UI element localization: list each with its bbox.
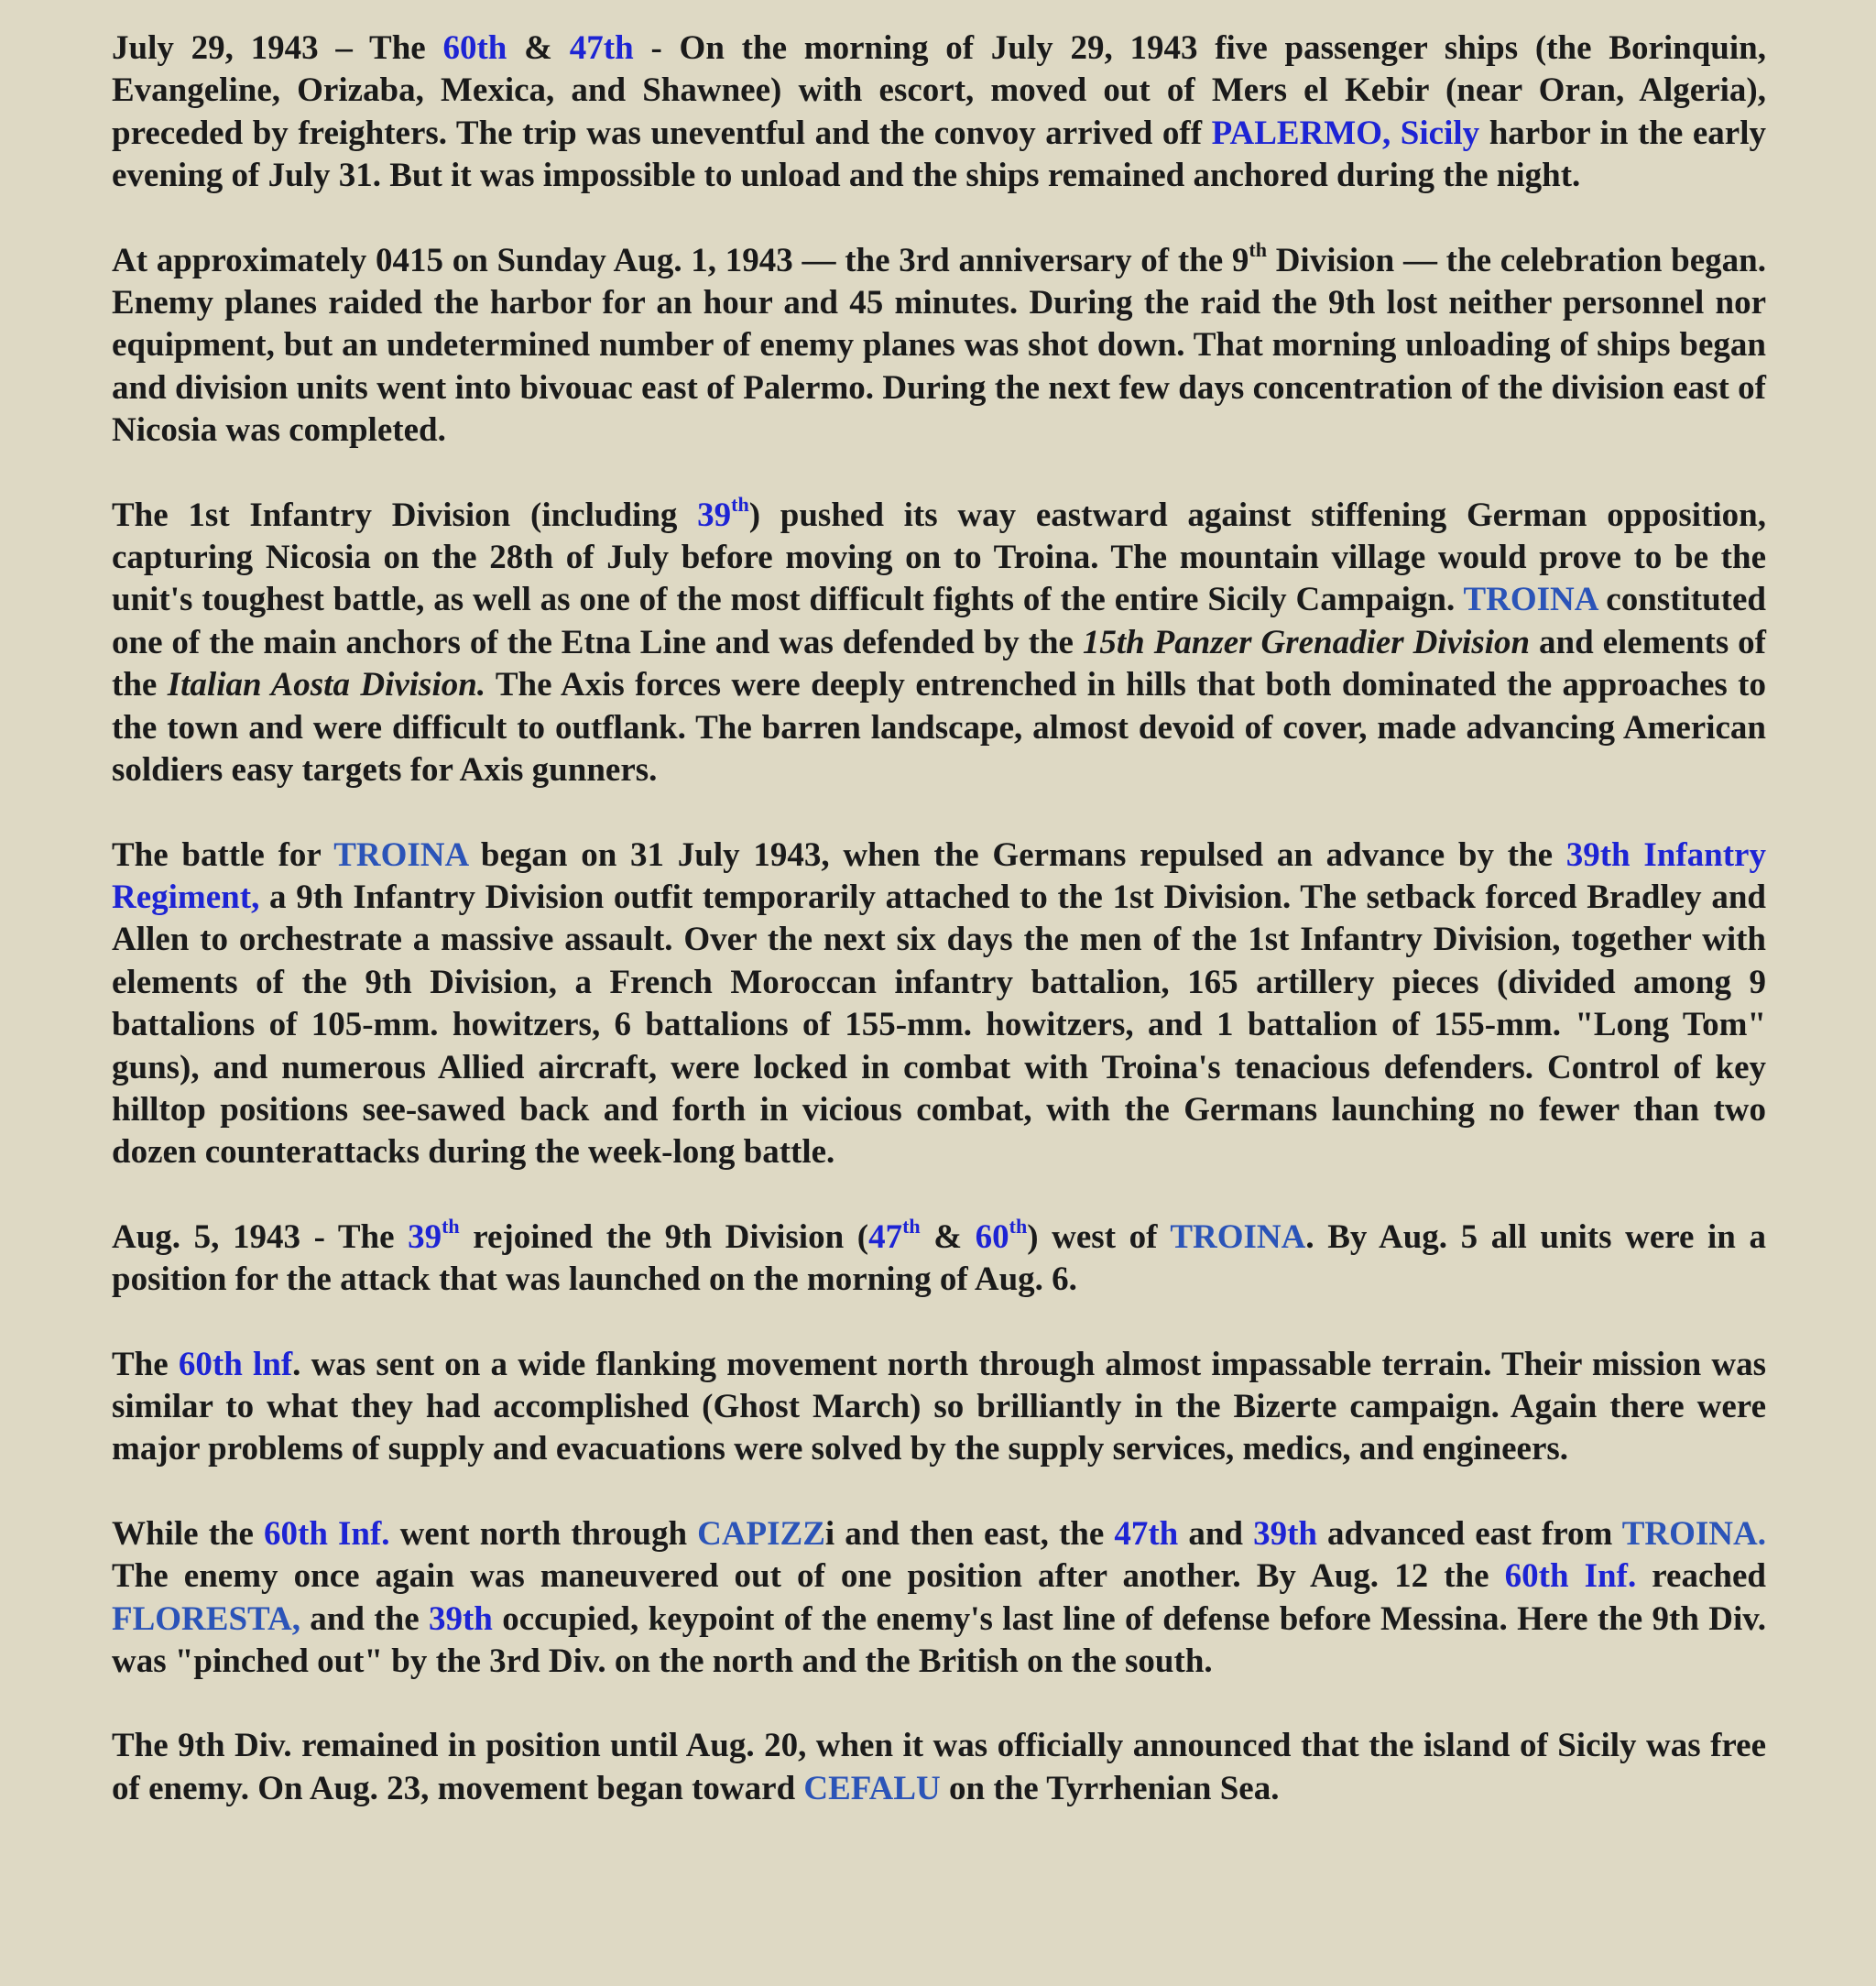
text-run: The battle for (112, 835, 334, 874)
text-run: & (507, 29, 570, 67)
link-text[interactable]: 60th lnf (178, 1345, 293, 1383)
text-run: The (112, 1345, 179, 1383)
link-text[interactable]: TROINA (1170, 1217, 1306, 1256)
text-run: Aug. 5, 1943 - The (112, 1217, 409, 1256)
text-run: . By Aug. 5 all units were in a position for the attack that was launched on the morning of Aug. 6. (112, 1217, 1766, 1299)
link-text[interactable]: CAPIZZ (697, 1514, 825, 1553)
text-run: advanced east from (1316, 1514, 1622, 1553)
text-run: - On the morning of July 29, 1943 five passenger ships (the Borinquin, Evangeline, Orizaba, Mexica, and Shawnee) with escort, moved out of Mers el Kebir (near Oran, Algeria), preceded by freighters. The trip was uneventful and the convoy arrived off (112, 29, 1766, 152)
text-run: The 9th Div. remained in position until Aug. 20, when it was officially announced that the island of Sicily was free of enemy. On Aug. 23, movement began toward (112, 1727, 1766, 1807)
link-text[interactable]: 60 (975, 1217, 1009, 1256)
text-run: occupied, keypoint of the enemy's last line of defense before Messina. Here the 9th Div. was "pinched out" by the 3rd Div. on the north and the British on the south. (112, 1599, 1766, 1680)
text-run: harbor in the early evening of July 31. But it was impossible to unload and the ships remained anchored during the night. (112, 114, 1766, 195)
link-text[interactable]: th (902, 1214, 921, 1238)
text-run: constituted one of the main anchors of the Etna Line and was defended by the (112, 581, 1766, 661)
text-run: and elements of the (112, 623, 1766, 704)
paragraph-convoy-to-palermo (112, 27, 1766, 198)
link-text[interactable]: TROINA (333, 835, 468, 874)
link-text[interactable]: TROINA (1463, 581, 1598, 619)
link-text[interactable]: 60th Inf. (1504, 1557, 1637, 1596)
paragraph-60th-flanking (112, 1344, 1766, 1471)
link-text[interactable]: th (731, 492, 749, 516)
text-run: and (1178, 1514, 1254, 1553)
text-run: The Axis forces were deeply entrenched in hills that both dominated the approaches to the town and were difficult to outflank. The barren landscape, almost devoid of cover, made advancing American soldiers easy targets for Axis gunners. (112, 666, 1766, 790)
text-run: ) pushed its way eastward against stiffening German opposition, capturing Nicosia on the 28th of July before moving on to Troina. The mountain village would prove to be the unit's toughest battle, as well as one of the most difficult fights of the entire Sicily Campaign. (112, 496, 1766, 619)
text-run: 15th Panzer Grenadier Division (1082, 623, 1531, 661)
paragraph-aug-5-rejoin (112, 1214, 1766, 1302)
text-run: While the (112, 1514, 265, 1553)
link-text[interactable]: th (1009, 1214, 1028, 1238)
text-run: July 29, 1943 – The (112, 29, 443, 67)
text-run: Italian Aosta Division. (167, 666, 486, 704)
link-text[interactable]: FLORESTA, (112, 1599, 300, 1638)
document-body (112, 27, 1766, 1852)
text-run: began on 31 July 1943, when the Germans repulsed an advance by the (467, 835, 1566, 874)
link-text[interactable]: 60th Inf. (264, 1514, 390, 1553)
text-run: . was sent on a wide flanking movement north through almost impassable terrain. Their mission was similar to what they had accomplished (Ghost March) so brilliantly in the Bizerte campaign. Again there were major problems of supply and evacuations were solved by the supply services, medics, and engineers. (112, 1345, 1766, 1468)
text-run: i and then east, the (824, 1514, 1115, 1553)
superscript: th (1249, 237, 1267, 261)
link-text[interactable]: CEFALU (803, 1769, 941, 1807)
link-text[interactable]: 39th (1253, 1514, 1317, 1553)
link-text[interactable]: 47th (569, 29, 634, 67)
link-text[interactable]: PALERMO, Sicily (1211, 114, 1480, 152)
paragraph-advance-east (112, 1513, 1766, 1684)
text-run: At approximately 0415 on Sunday Aug. 1, 1943 — the 3rd anniversary of the 9 (112, 241, 1249, 279)
text-run: reached (1636, 1557, 1766, 1596)
text-run: and the (300, 1599, 429, 1638)
paragraph-battle-for-troina (112, 835, 1766, 1174)
text-run: went north through (389, 1514, 698, 1553)
link-text[interactable]: 39 (697, 496, 732, 534)
link-text[interactable]: th (442, 1214, 460, 1238)
text-run: a 9th Infantry Division outfit temporarily attached to the 1st Division. The setback forced Bradley and Allen to orchestrate a massive assault. Over the next six days the men of the 1st Infantry Division, together with elements of the 9th Division, a French Moroccan infantry battalion, 165 artillery pieces (divided among 9 battalions of 105-mm. howitzers, 6 battalions of 155-mm. howitzers, and 1 battalion of 155-mm. "Long Tom" guns), and numerous Allied aircraft, were locked in combat with Troina's tenacious defenders. Control of key hilltop positions see-sawed back and forth in vicious combat, with the Germans launching no fewer than two dozen counterattacks during the week-long battle. (112, 878, 1766, 1172)
link-text[interactable]: 39th Infantry Regiment, (112, 835, 1766, 916)
paragraph-campaign-end (112, 1725, 1766, 1810)
link-text[interactable]: 47th (1114, 1514, 1179, 1553)
text-run: ) west of (1027, 1217, 1171, 1256)
text-run: Division — the celebration began. Enemy planes raided the harbor for an hour and 45 minutes. During the raid the 9th lost neither personnel nor equipment, but an undetermined number of enemy planes was shot down. That morning unloading of ships began and division units went into bivouac east of Palermo. During the next few days concentration of the division east of Nicosia was completed. (112, 241, 1766, 450)
text-run: rejoined the 9th Division ( (459, 1217, 869, 1256)
text-run: The 1st Infantry Division (including (112, 496, 698, 534)
paragraph-palermo-air-raid (112, 237, 1766, 453)
text-run: The enemy once again was maneuvered out of one position after another. By Aug. 12 the (112, 1557, 1505, 1596)
paragraph-1st-division-troina (112, 492, 1766, 792)
text-run: on the Tyrrhenian Sea. (940, 1769, 1280, 1807)
link-text[interactable]: 47 (868, 1217, 903, 1256)
link-text[interactable]: 39th (428, 1599, 493, 1638)
text-run: & (920, 1217, 976, 1256)
link-text[interactable]: 60th (442, 29, 507, 67)
link-text[interactable]: TROINA. (1621, 1514, 1766, 1553)
link-text[interactable]: 39 (408, 1217, 442, 1256)
